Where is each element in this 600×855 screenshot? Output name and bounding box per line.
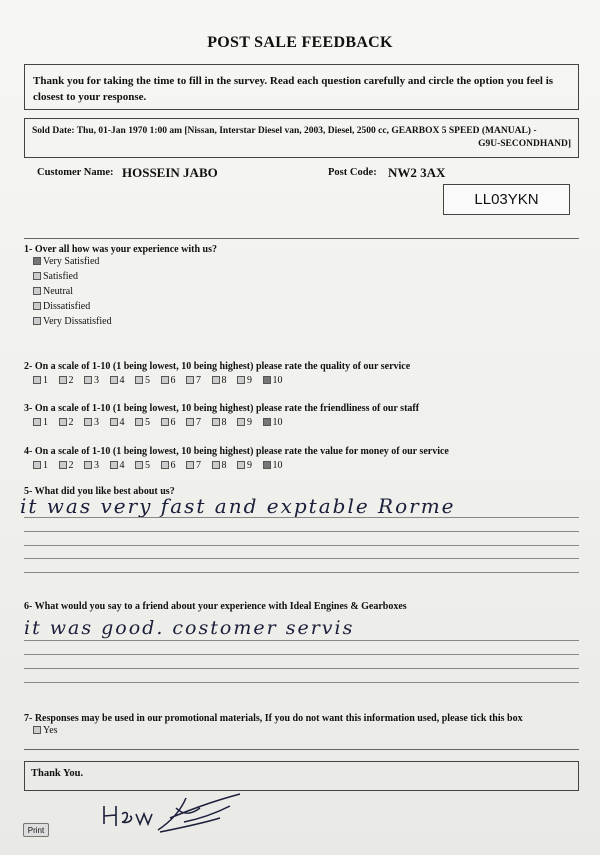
- post-code-value: NW2 3AX: [388, 165, 446, 180]
- checkbox[interactable]: [33, 317, 41, 325]
- rating-label: 8: [221, 375, 227, 386]
- checkbox[interactable]: [33, 272, 41, 280]
- question-4-scale: [33, 460, 288, 471]
- checkbox[interactable]: [33, 461, 41, 469]
- rating-label: 1: [43, 375, 48, 386]
- checkbox[interactable]: [33, 287, 41, 295]
- checkbox[interactable]: [237, 461, 245, 469]
- checkbox[interactable]: [33, 257, 41, 265]
- rating-label: 10: [272, 375, 283, 386]
- answer-line: [24, 545, 579, 546]
- checkbox[interactable]: [110, 418, 118, 426]
- rating-option[interactable]: [33, 460, 59, 471]
- rating-label: 5: [145, 460, 150, 471]
- question-5-handwritten-answer: it was very fast and exptable Rorme: [20, 494, 456, 518]
- question-1-option[interactable]: [33, 271, 78, 282]
- checkbox[interactable]: [263, 376, 271, 384]
- question-6: 6- What would you say to a friend about your experience with Ideal Engines & Gearboxes: [24, 601, 407, 612]
- rating-option[interactable]: [161, 417, 187, 428]
- checkbox[interactable]: [33, 302, 41, 310]
- answer-line: [24, 558, 579, 559]
- rating-option[interactable]: [263, 375, 289, 386]
- checkbox[interactable]: [237, 376, 245, 384]
- question-1: 1- Over all how was your experience with us?: [24, 244, 217, 255]
- rating-option[interactable]: [110, 460, 136, 471]
- customer-name-value: HOSSEIN JABO: [122, 165, 218, 180]
- rating-option[interactable]: [33, 375, 59, 386]
- print-button[interactable]: Print: [23, 823, 49, 837]
- rating-label: 3: [94, 375, 99, 386]
- rating-label: 8: [221, 460, 227, 471]
- rating-option[interactable]: [263, 417, 289, 428]
- rating-label: 3: [94, 417, 99, 428]
- checkbox[interactable]: [212, 461, 220, 469]
- rating-label: 4: [119, 417, 125, 428]
- form-title: POST SALE FEEDBACK: [207, 34, 393, 51]
- rating-option[interactable]: [84, 417, 110, 428]
- checkbox[interactable]: [135, 418, 143, 426]
- rating-label: 4: [119, 460, 125, 471]
- checkbox[interactable]: [59, 461, 67, 469]
- option-label: Very Satisfied: [43, 256, 100, 267]
- rating-option[interactable]: [186, 417, 212, 428]
- rating-option[interactable]: [186, 460, 212, 471]
- rating-option[interactable]: [59, 460, 85, 471]
- rating-label: 7: [196, 417, 201, 428]
- sold-date-value: Thu, 01-Jan 1970 1:00 am [Nissan, Interstar Diesel van, 2003, Diesel, 2500 cc, GEARBOX 5 SPEED (MANUAL) -: [76, 126, 537, 136]
- checkbox[interactable]: [161, 461, 169, 469]
- registration-field[interactable]: LL03YKN: [443, 184, 570, 215]
- rating-option[interactable]: [135, 460, 161, 471]
- rating-option[interactable]: [110, 417, 136, 428]
- divider: [24, 749, 579, 750]
- question-2-scale: [33, 375, 288, 386]
- checkbox[interactable]: [161, 376, 169, 384]
- answer-line: [24, 531, 579, 532]
- checkbox[interactable]: [186, 376, 194, 384]
- checkbox[interactable]: [33, 376, 41, 384]
- answer-line: [24, 668, 579, 669]
- rating-label: 10: [272, 460, 283, 471]
- sale-info-box: [24, 118, 579, 158]
- checkbox[interactable]: [135, 461, 143, 469]
- rating-option[interactable]: [84, 460, 110, 471]
- checkbox[interactable]: [263, 418, 271, 426]
- divider: [24, 238, 579, 239]
- question-4: 4- On a scale of 1-10 (1 being lowest, 10 being highest) please rate the value for money of our service: [24, 446, 449, 457]
- rating-option[interactable]: [110, 375, 136, 386]
- answer-line: [24, 517, 579, 518]
- sold-date-label: Sold Date:: [32, 126, 75, 136]
- option-label: Very Dissatisfied: [43, 316, 112, 327]
- rating-label: 1: [43, 460, 48, 471]
- question-3: 3- On a scale of 1-10 (1 being lowest, 10 being highest) please rate the friendliness of our staff: [24, 403, 420, 414]
- intro-box: Thank you for taking the time to fill in the survey. Read each question carefully and circle the option you feel is closest to your response.: [24, 64, 579, 110]
- rating-label: 6: [170, 375, 176, 386]
- rating-option[interactable]: [135, 375, 161, 386]
- checkbox[interactable]: [186, 461, 194, 469]
- checkbox[interactable]: [84, 418, 92, 426]
- rating-label: 5: [145, 375, 150, 386]
- rating-label: 2: [68, 375, 74, 386]
- checkbox[interactable]: [33, 418, 41, 426]
- checkbox[interactable]: [59, 418, 67, 426]
- rating-option[interactable]: [135, 417, 161, 428]
- checkbox[interactable]: [84, 376, 92, 384]
- rating-label: 2: [68, 417, 74, 428]
- rating-label: 2: [68, 460, 74, 471]
- question-3-scale: [33, 417, 288, 428]
- checkbox[interactable]: [212, 418, 220, 426]
- rating-option[interactable]: [212, 460, 238, 471]
- question-1-option[interactable]: [33, 286, 73, 297]
- checkbox[interactable]: [110, 461, 118, 469]
- rating-label: 8: [221, 417, 227, 428]
- checkbox[interactable]: [237, 418, 245, 426]
- signature-icon: [100, 788, 260, 838]
- option-label: Yes: [43, 725, 58, 736]
- rating-label: 7: [196, 460, 201, 471]
- thank-you-box: Thank You.: [24, 761, 579, 791]
- checkbox[interactable]: [161, 418, 169, 426]
- rating-option[interactable]: [84, 375, 110, 386]
- checkbox[interactable]: [186, 418, 194, 426]
- question-1-option[interactable]: [33, 316, 112, 327]
- answer-line: [24, 682, 579, 683]
- rating-label: 9: [247, 460, 252, 471]
- rating-option[interactable]: [161, 460, 187, 471]
- question-7-option[interactable]: [33, 725, 58, 736]
- rating-label: 10: [272, 417, 283, 428]
- question-2: 2- On a scale of 1-10 (1 being lowest, 10 being highest) please rate the quality of our service: [24, 361, 411, 372]
- rating-label: 6: [170, 417, 176, 428]
- rating-option[interactable]: [33, 417, 59, 428]
- rating-label: 4: [119, 375, 125, 386]
- rating-option[interactable]: [237, 417, 263, 428]
- rating-option[interactable]: [263, 460, 289, 471]
- rating-option[interactable]: [59, 375, 85, 386]
- rating-label: 7: [196, 375, 201, 386]
- rating-label: 1: [43, 417, 48, 428]
- answer-line: [24, 640, 579, 641]
- checkbox[interactable]: [110, 376, 118, 384]
- question-6-handwritten-answer: it was good. costomer servis: [24, 617, 355, 639]
- answer-line: [24, 654, 579, 655]
- option-label: Satisfied: [43, 271, 78, 282]
- question-7: 7- Responses may be used in our promotional materials, If you do not want this information used, please tick this box: [24, 713, 523, 724]
- rating-label: 6: [170, 460, 176, 471]
- customer-name-label: Customer Name:: [37, 167, 114, 178]
- answer-line: [24, 572, 579, 573]
- question-1-option[interactable]: [33, 301, 90, 312]
- question-1-option[interactable]: [33, 256, 99, 267]
- rating-option[interactable]: [212, 417, 238, 428]
- question-5: 5- What did you like best about us?: [24, 486, 175, 497]
- checkbox[interactable]: [84, 461, 92, 469]
- option-label: Neutral: [43, 286, 73, 297]
- post-code-label: Post Code:: [328, 167, 377, 178]
- checkbox[interactable]: [135, 376, 143, 384]
- checkbox[interactable]: [33, 726, 41, 734]
- rating-option[interactable]: [212, 375, 238, 386]
- option-label: Dissatisfied: [43, 301, 91, 312]
- rating-option[interactable]: [161, 375, 187, 386]
- checkbox[interactable]: [212, 376, 220, 384]
- rating-option[interactable]: [186, 375, 212, 386]
- rating-option[interactable]: [237, 375, 263, 386]
- rating-option[interactable]: [237, 460, 263, 471]
- sale-info-line-2: G9U-SECONDHAND]: [478, 139, 571, 149]
- sale-info-line-1: [32, 125, 571, 138]
- rating-label: 5: [145, 417, 150, 428]
- checkbox[interactable]: [59, 376, 67, 384]
- rating-label: 9: [247, 375, 252, 386]
- rating-option[interactable]: [59, 417, 85, 428]
- checkbox[interactable]: [263, 461, 271, 469]
- rating-label: 3: [94, 460, 99, 471]
- rating-label: 9: [247, 417, 252, 428]
